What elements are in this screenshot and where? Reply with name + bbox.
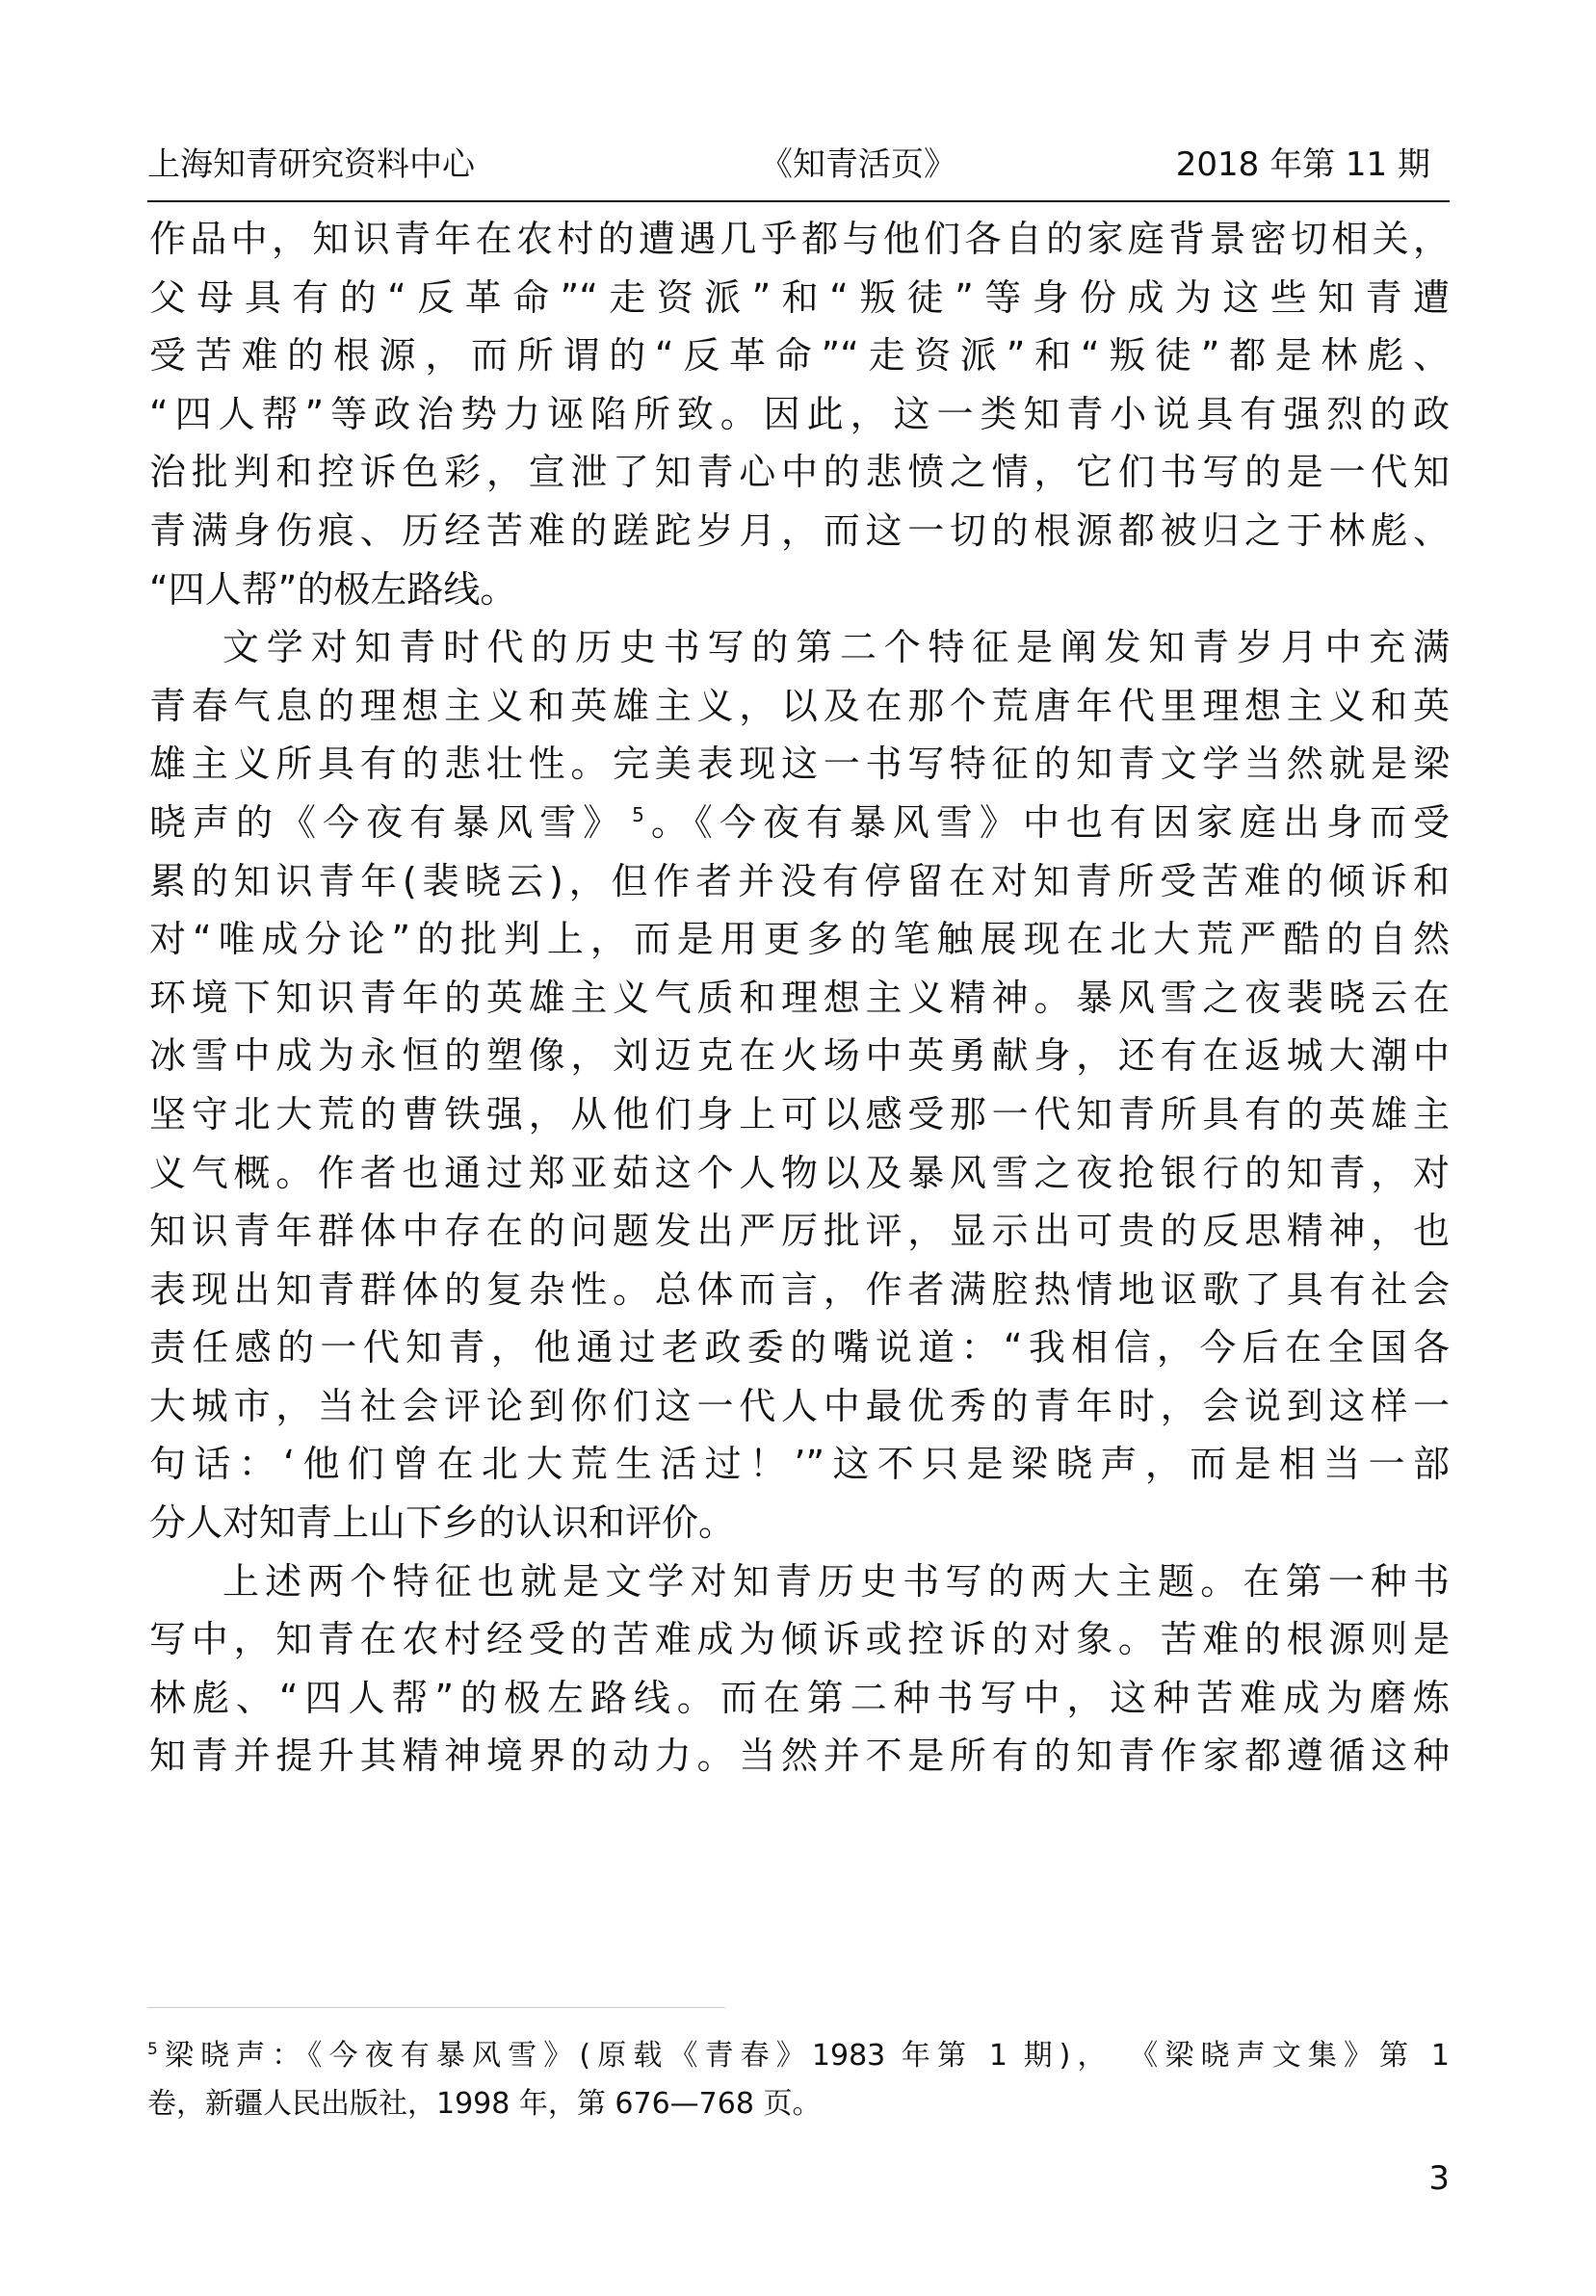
footnote xyxy=(147,2032,1450,2128)
text-line: 知识青年群体中存在的问题发出严厉批评，显示出可贵的反思精神，也 xyxy=(149,1210,1450,1253)
footnote-line: 卷，新疆人民出版社，1998 年，第 676—768 页。 xyxy=(147,2087,822,2121)
footnote-text: 梁晓声：《今夜有暴风雪》(原载《青春》1983 年第 1 期)， 《梁晓声文集》第 1 xyxy=(157,2039,1450,2073)
text-line: 坚守北大荒的曹铁强，从他们身上可以感受那一代知青所具有的英雄主 xyxy=(149,1092,1450,1135)
text-line: 责任感的一代知青，他通过老政委的嘴说道：“我相信，今后在全国各 xyxy=(149,1326,1450,1370)
text-segment: 晓声的《今夜有暴风雪》 xyxy=(149,800,627,844)
text-line: “四人帮”等政治势力诬陷所致。因此，这一类知青小说具有强烈的政 xyxy=(149,392,1450,435)
text-line: 青满身伤痕、历经苦难的蹉跎岁月，而这一切的根源都被归之于林彪、 xyxy=(149,509,1450,552)
header-organization: 上海知青研究资料中心 xyxy=(147,145,475,184)
text-line: 父母具有的“反革命”“走资派”和“叛徒”等身份成为这些知青遭 xyxy=(149,275,1450,319)
text-line: 写中，知青在农村经受的苦难成为倾诉或控诉的对象。苦难的根源则是 xyxy=(149,1618,1450,1661)
header-publication-title: 《知青活页》 xyxy=(760,145,956,184)
text-line: 知青并提升其精神境界的动力。当然并不是所有的知青作家都遵循这种 xyxy=(149,1735,1450,1778)
text-line: 青春气息的理想主义和英雄主义，以及在那个荒唐年代里理想主义和英 xyxy=(149,684,1450,727)
text-line: 作品中，知识青年在农村的遭遇几乎都与他们各自的家庭背景密切相关， xyxy=(149,218,1450,260)
text-line: 大城市，当社会评论到你们这一代人中最优秀的青年时，会说到这样一 xyxy=(149,1384,1450,1427)
text-segment: 。《今夜有暴风雪》中也有因家庭出身而受 xyxy=(643,800,1450,844)
footnote-marker: 5 xyxy=(147,2040,158,2059)
text-line: 治批判和控诉色彩，宣泄了知青心中的悲愤之情，它们书写的是一代知 xyxy=(149,451,1450,494)
paragraph-first-line: 文学对知青时代的历史书写的第二个特征是阐发知青岁月中充满 xyxy=(222,626,1450,669)
text-line: 雄主义所具有的悲壮性。完美表现这一书写特征的知青文学当然就是梁 xyxy=(149,743,1450,786)
text-line: 受苦难的根源，而所谓的“反革命”“走资派”和“叛徒”都是林彪、 xyxy=(149,334,1450,378)
header-issue: 2018 年第 11 期 xyxy=(1175,145,1430,184)
text-line: 林彪、“四人帮”的极左路线。而在第二种书写中，这种苦难成为磨炼 xyxy=(149,1676,1450,1719)
footnote-divider xyxy=(147,2007,725,2008)
text-line: 对“唯成分论”的批判上，而是用更多的笔触展现在北大荒严酷的自然 xyxy=(149,918,1450,961)
footnote-reference[interactable]: 5 xyxy=(632,803,644,827)
text-line-with-footnote-ref xyxy=(149,794,1450,852)
article-body xyxy=(149,210,1450,1786)
text-line: 环境下知识青年的英雄主义气质和理想主义精神。暴风雪之夜裴晓云在 xyxy=(149,976,1450,1019)
text-line: 句话：‘他们曾在北大荒生活过！’”这不只是梁晓声，而是相当一部 xyxy=(149,1443,1450,1486)
text-line: 分人对知青上山下乡的认识和评价。 xyxy=(149,1501,736,1545)
text-line: 表现出知青群体的复杂性。总体而言，作者满腔热情地讴歌了具有社会 xyxy=(149,1267,1450,1311)
text-line: 累的知识青年(裴晓云)，但作者并没有停留在对知青所受苦难的倾诉和 xyxy=(149,859,1450,902)
paragraph-first-line: 上述两个特征也就是文学对知青历史书写的两大主题。在第一种书 xyxy=(222,1559,1450,1603)
text-line: “四人帮”的极左路线。 xyxy=(149,567,517,611)
running-header xyxy=(147,141,1450,189)
page-number: 3 xyxy=(1428,2159,1450,2198)
footnote-line xyxy=(147,2032,1450,2080)
header-divider xyxy=(147,200,1450,202)
text-line: 冰雪中成为永恒的塑像，刘迈克在火场中英勇献身，还有在返城大潮中 xyxy=(149,1034,1450,1078)
text-line: 义气概。作者也通过郑亚茹这个人物以及暴风雪之夜抢银行的知青，对 xyxy=(149,1151,1450,1194)
